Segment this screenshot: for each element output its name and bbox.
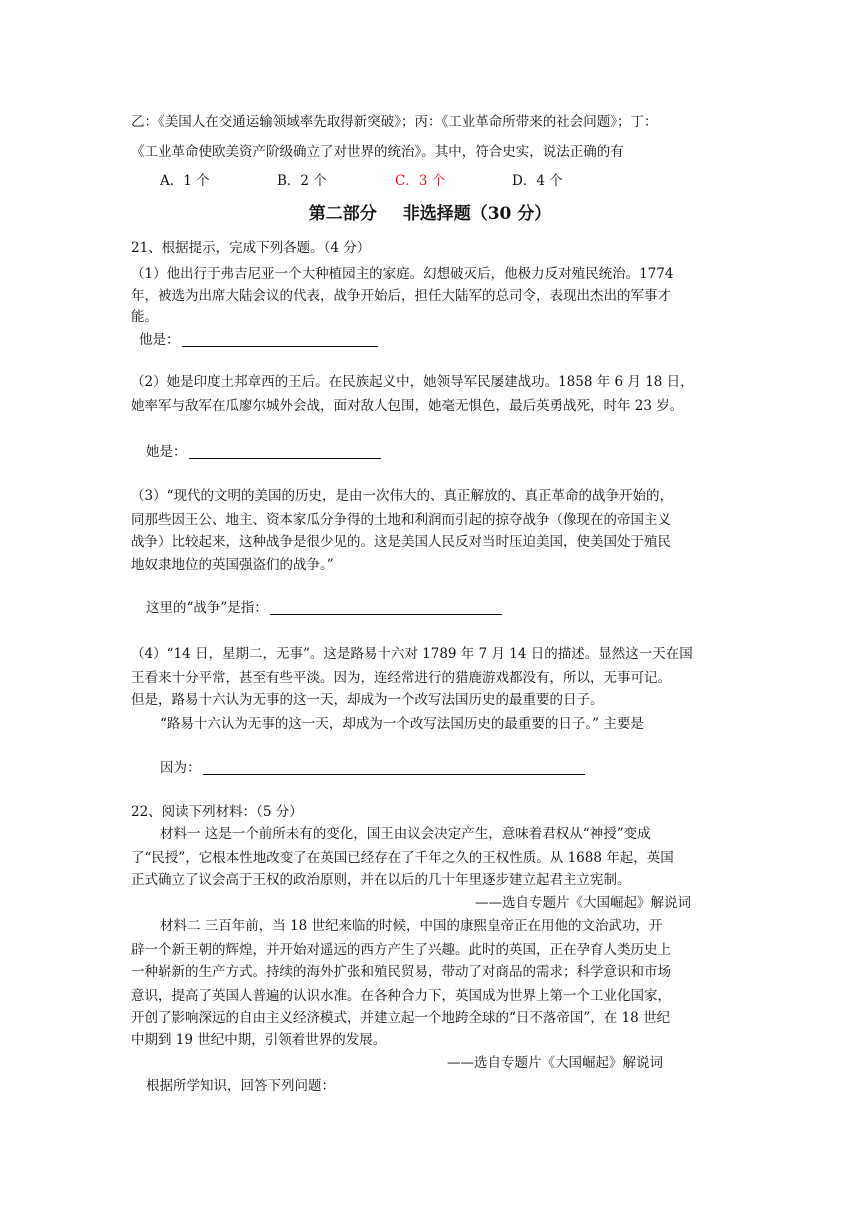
section-name: 非选择题（30 分） (402, 204, 552, 224)
answer-blank-3[interactable] (270, 600, 502, 615)
q21-p4-prompt: 因为： (160, 760, 201, 776)
q21-p1-answer-row (139, 330, 378, 350)
q22-m2-line: 意识，提高了英国人普遍的认识水准。在各种合力下，英国成为世界上第一个工业化国家， (131, 988, 671, 1004)
q22-m1-source: ——选自专题片《大国崛起》解说词 (475, 895, 691, 911)
q21-p4-answer-row (160, 758, 585, 778)
q21-p3-prompt: 这里的“战争”是指： (146, 600, 268, 616)
q21-p2-answer-row (146, 442, 381, 462)
section-part: 第二部分 (308, 204, 377, 224)
q22-m1-line: 正式确立了议会高于王权的政治原则，并在以后的几十年里逐步建立起君主立宪制。 (131, 872, 631, 888)
q21-heading: 21、根据提示，完成下列各题。（4 分） (131, 240, 371, 256)
q21-p1-prompt: 他是： (139, 332, 180, 348)
q21-p3-line: （3）“现代的文明的美国的历史，是由一次伟大的、真正解放的、真正革命的战争开始的， (131, 488, 673, 504)
q22-m2-source: ——选自专题片《大国崛起》解说词 (447, 1055, 663, 1071)
q21-p1-line: （1）他出行于弗吉尼亚一个大种植园主的家庭。幻想破灭后，他极力反对殖民统治。1774 (131, 266, 674, 282)
q22-m2-line: 中期到 19 世纪中期，引领着世界的发展。 (131, 1032, 387, 1048)
q21-p4-line: （4）“14 日，星期二，无事”。这是路易十六对 1789 年 7 月 14 日的描述。显然这一天在国 (131, 646, 693, 662)
q22-closing: 根据所学知识，回答下列问题： (146, 1078, 335, 1094)
option-b: B．2 个 (277, 173, 327, 189)
top-text-line-1: 乙：《美国人在交通运输领域率先取得新突破》；丙：《工业革命所带来的社会问题》；丁： (131, 114, 658, 130)
q21-p2-line: 她率军与敌军在瓜廖尔城外会战，面对敌人包围，她毫无惧色，最后英勇战死，时年 23 岁。 (131, 398, 684, 414)
q21-p4-quote: “路易十六认为无事的这一天，却成为一个改写法国历史的最重要的日子。” 主要是 (160, 716, 644, 732)
q21-p1-line: 年，被选为出席大陆会议的代表，战争开始后，担任大陆军的总司令，表现出杰出的军事才 (131, 288, 671, 304)
answer-blank-4[interactable] (203, 760, 585, 775)
option-d: D．4 个 (512, 173, 563, 189)
q21-p2-prompt: 她是： (146, 444, 187, 460)
q22-heading: 22、阅读下列材料：（5 分） (131, 804, 303, 820)
q21-p3-line: 地奴隶地位的英国强盗们的战争。” (131, 557, 334, 573)
q22-m1-line: 材料一 这是一个前所未有的变化，国王由议会决定产生，意味着君权从“神授”变成 (160, 826, 651, 842)
q21-p4-line: 但是，路易十六认为无事的这一天，却成为一个改写法国历史的最重要的日子。 (131, 692, 604, 708)
q22-m2-line: 材料二 三百年前，当 18 世纪来临的时候，中国的康熙皇帝正在用他的文治武功，开 (160, 918, 663, 934)
q21-p3-line: 同那些因王公、地主、资本家瓜分争得的土地和利润而引起的掠夺战争（像现在的帝国主义 (131, 512, 671, 528)
answer-blank-1[interactable] (182, 332, 378, 347)
option-a: A．1 个 (160, 173, 210, 189)
q21-p3-line: 战争）比较起来，这种战争是很少见的。这是美国人民反对当时压迫美国，使美国处于殖民 (131, 534, 671, 550)
q21-p4-line: 王看来十分平常，甚至有些平淡。因为，连经常进行的猎鹿游戏都没有，所以，无事可记。 (131, 670, 671, 686)
q21-p3-answer-row (146, 598, 502, 618)
q22-m2-line: 辟一个新王朝的辉煌，并开始对遥远的西方产生了兴趣。此时的英国，正在孕育人类历史上 (131, 942, 671, 958)
q22-m2-line: 开创了影响深远的自由主义经济模式，并建立起一个地跨全球的“日不落帝国”，在 18 世纪 (131, 1010, 671, 1026)
section-title (0, 203, 860, 225)
q22-m1-line: 了“民授”，它根本性地改变了在英国已经存在了千年之久的王权性质。从 1688 年起，英国 (131, 850, 674, 866)
answer-blank-2[interactable] (189, 444, 381, 459)
q21-p2-line: （2）她是印度土邦章西的王后。在民族起义中，她领导军民屡建战功。1858 年 6 月 18 日， (131, 374, 694, 390)
q21-p1-line: 能。 (131, 309, 158, 325)
option-c-highlighted: C．3 个 (395, 173, 446, 189)
q22-m2-line: 一种崭新的生产方式。持续的海外扩张和殖民贸易，带动了对商品的需求；科学意识和市场 (131, 964, 671, 980)
top-text-line-2: 《工业革命使欧美资产阶级确立了对世界的统治》。其中，符合史实，说法正确的有 (131, 144, 624, 160)
